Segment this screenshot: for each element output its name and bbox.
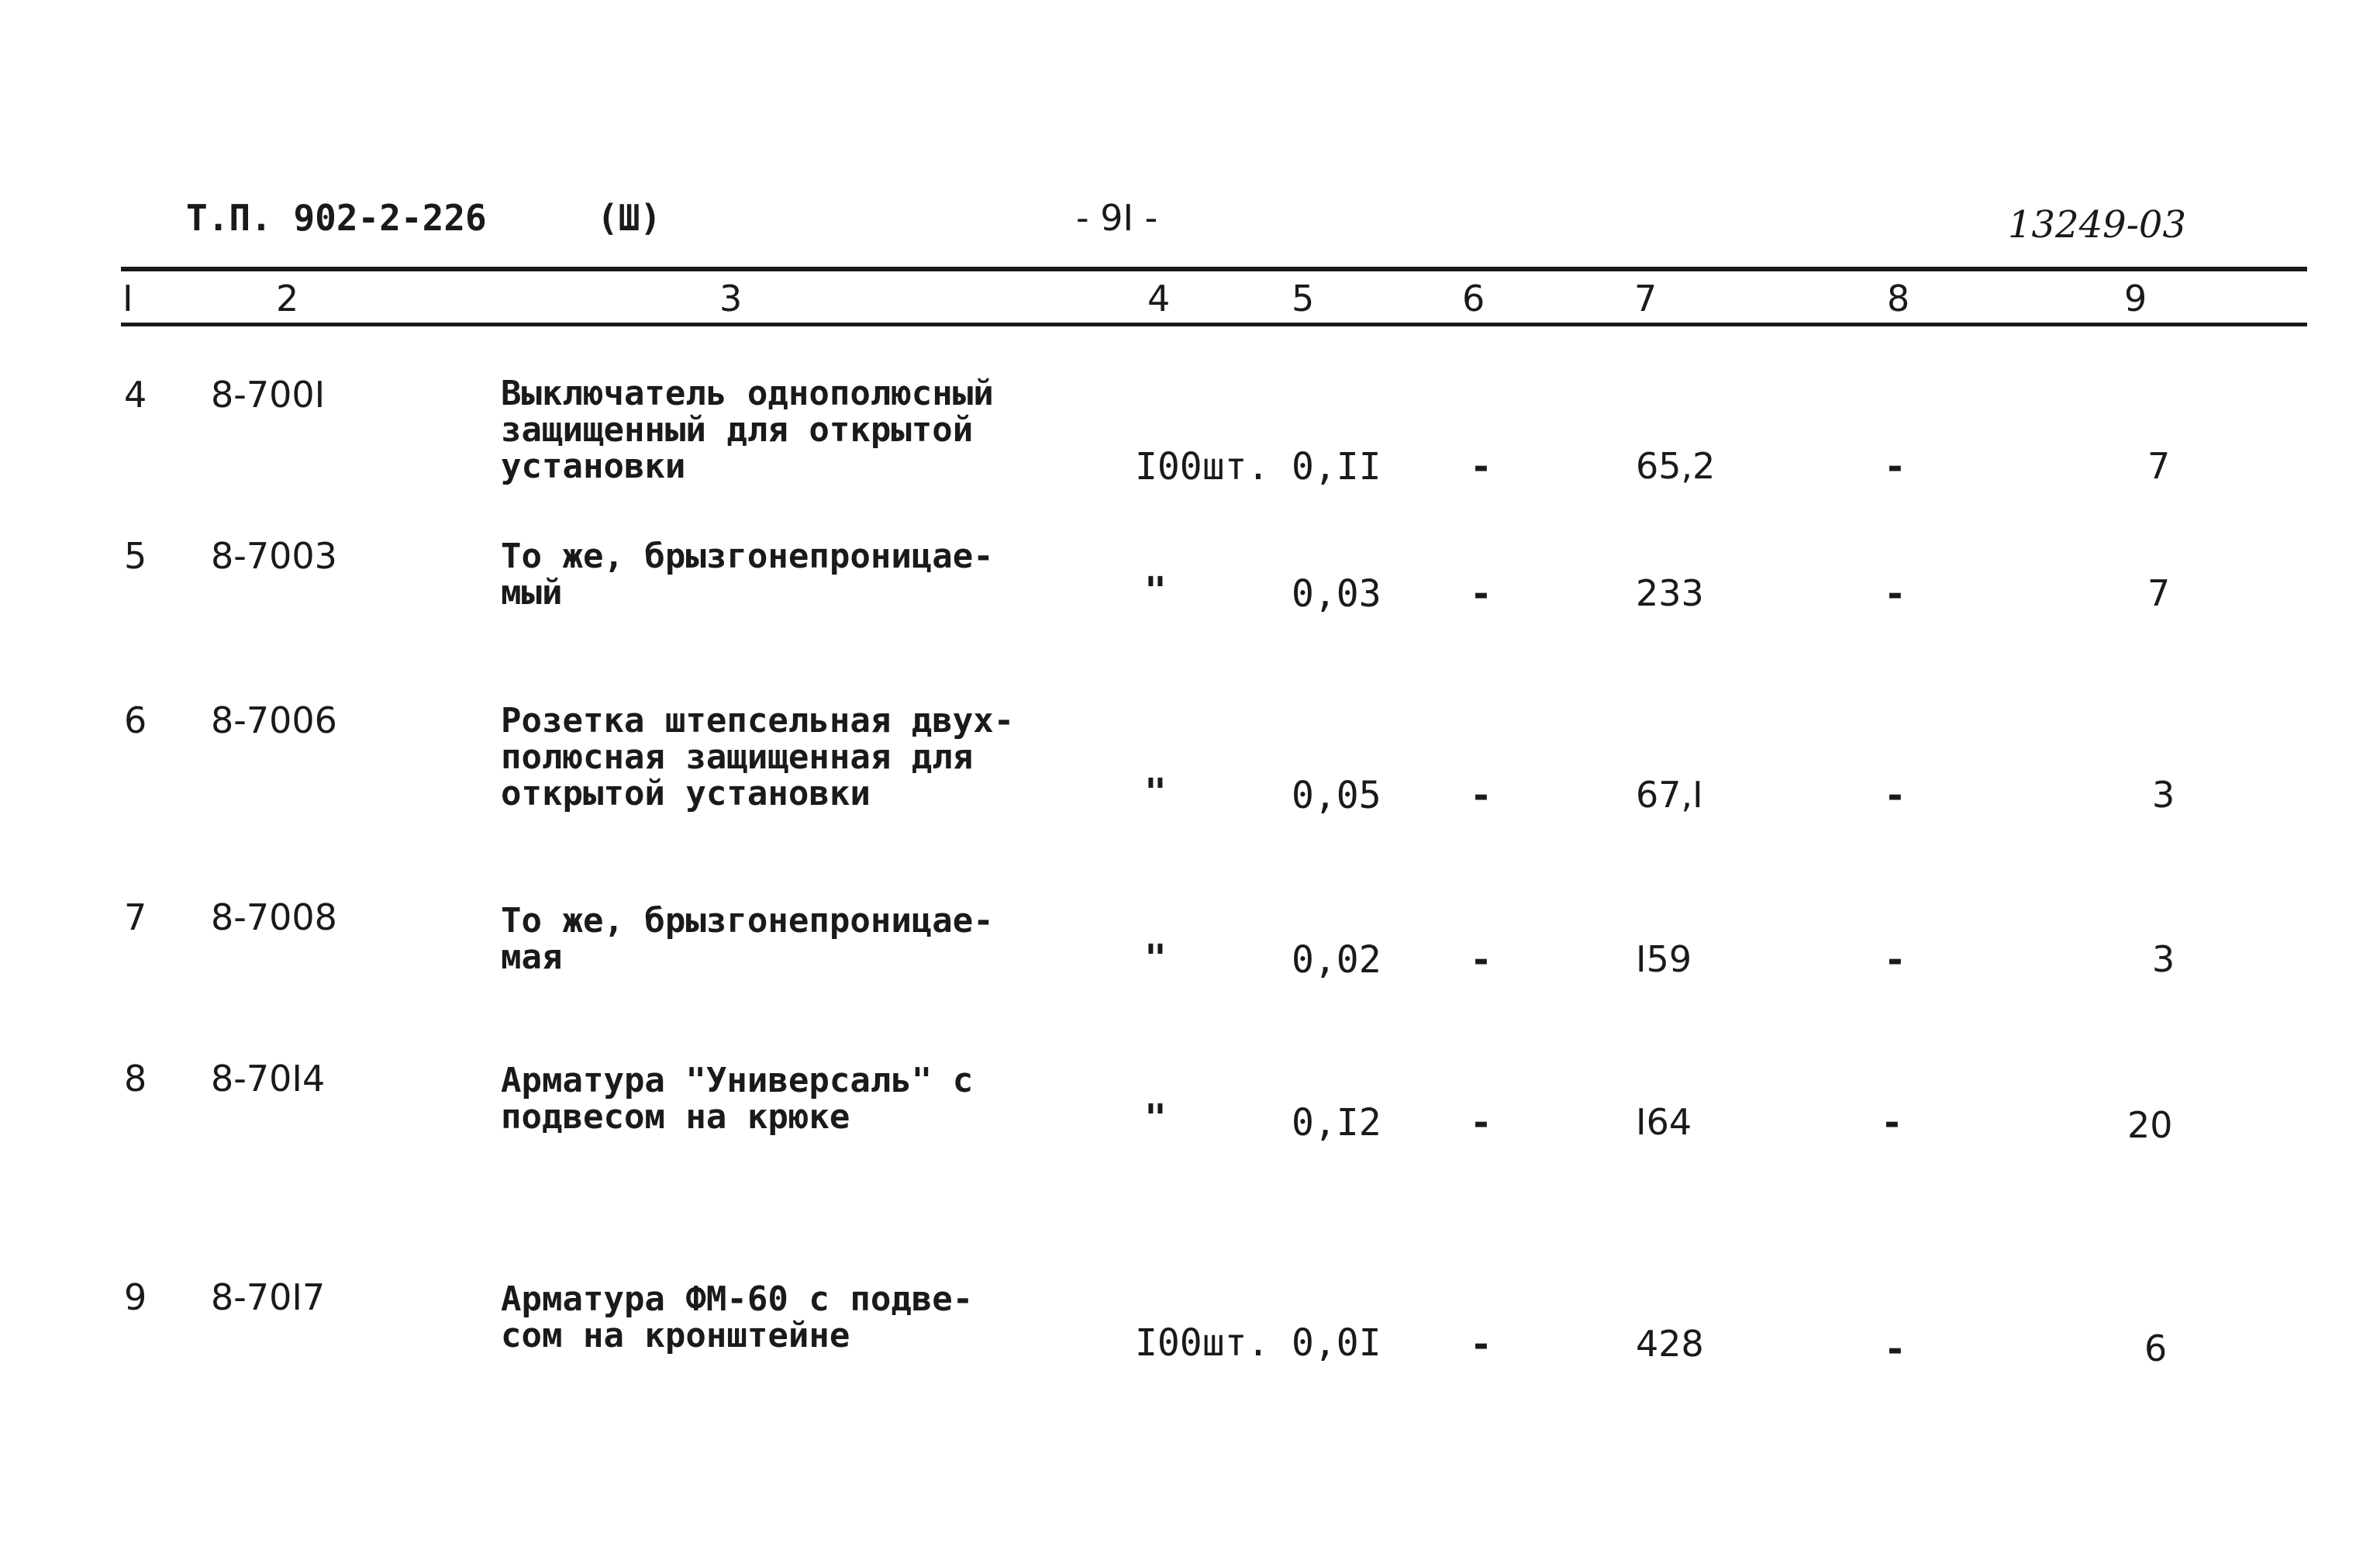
column-7-value: 428 bbox=[1636, 1323, 1704, 1365]
item-quantity: 0,I2 bbox=[1292, 1101, 1381, 1144]
rate-code: 8-70I4 bbox=[211, 1058, 326, 1100]
column-9-value: 3 bbox=[2152, 938, 2175, 980]
row-number: 4 bbox=[124, 374, 147, 416]
column-number-3: 3 bbox=[719, 278, 743, 319]
column-number-5: 5 bbox=[1292, 278, 1315, 319]
column-6-value: - bbox=[1470, 938, 1492, 982]
column-6-value: - bbox=[1470, 572, 1492, 616]
item-unit: I00шт. bbox=[1135, 1321, 1270, 1365]
document-code: Т.П. 902-2-226 bbox=[186, 197, 487, 239]
row-number: 6 bbox=[124, 699, 147, 741]
column-8-value: - bbox=[1884, 572, 1906, 616]
sheet-mark: (Ш) bbox=[597, 197, 662, 239]
header-rule-top bbox=[121, 267, 2307, 271]
item-description: То же, брызгонепроницае- мая bbox=[501, 901, 994, 977]
item-unit: " bbox=[1144, 1096, 1167, 1140]
header-rule-bottom bbox=[121, 323, 2307, 326]
column-8-value: - bbox=[1884, 774, 1906, 817]
item-quantity: 0,0I bbox=[1292, 1321, 1381, 1365]
item-quantity: 0,03 bbox=[1292, 572, 1381, 616]
column-6-value: - bbox=[1470, 1323, 1492, 1366]
item-description: Арматура ФМ-60 с подве- сом на кронштейне bbox=[501, 1279, 974, 1355]
row-number: 7 bbox=[124, 896, 147, 938]
rate-code: 8-700I bbox=[211, 374, 326, 416]
column-8-value: - bbox=[1884, 938, 1906, 982]
column-9-value: 7 bbox=[2147, 445, 2171, 487]
row-number: 8 bbox=[124, 1058, 147, 1100]
column-6-value: - bbox=[1470, 1101, 1492, 1144]
column-7-value: I64 bbox=[1636, 1101, 1692, 1143]
column-number-2: 2 bbox=[276, 278, 299, 319]
rate-code: 8-70I7 bbox=[211, 1276, 326, 1318]
item-unit: " bbox=[1144, 937, 1167, 980]
item-description: Арматура "Универсаль" с подвесом на крюке bbox=[501, 1061, 974, 1137]
item-unit: " bbox=[1144, 771, 1167, 814]
column-number-4: 4 bbox=[1147, 278, 1171, 319]
column-9-value: 3 bbox=[2152, 774, 2175, 816]
inventory-number: 13249-03 bbox=[2008, 203, 2186, 247]
item-unit: " bbox=[1144, 569, 1167, 613]
column-7-value: 65,2 bbox=[1636, 445, 1716, 487]
rate-code: 8-7008 bbox=[211, 896, 337, 938]
column-8-value: - bbox=[1884, 445, 1906, 489]
column-number-1: I bbox=[122, 278, 133, 319]
column-6-value: - bbox=[1470, 774, 1492, 817]
row-number: 5 bbox=[124, 535, 147, 577]
column-7-value: I59 bbox=[1636, 938, 1692, 980]
column-6-value: - bbox=[1470, 445, 1492, 489]
column-7-value: 233 bbox=[1636, 572, 1704, 614]
item-description: То же, брызгонепроницае- мый bbox=[501, 537, 994, 613]
column-9-value: 20 bbox=[2127, 1104, 2173, 1146]
column-number-9: 9 bbox=[2124, 278, 2147, 319]
column-number-8: 8 bbox=[1887, 278, 1910, 319]
row-number: 9 bbox=[124, 1276, 147, 1318]
item-quantity: 0,05 bbox=[1292, 774, 1381, 817]
column-number-7: 7 bbox=[1634, 278, 1657, 319]
rate-code: 8-7006 bbox=[211, 699, 337, 741]
column-7-value: 67,I bbox=[1636, 774, 1703, 816]
item-unit: I00шт. bbox=[1135, 445, 1270, 489]
item-description: Розетка штепсельная двух- полюсная защищенная для открытой установки bbox=[501, 701, 1015, 813]
item-quantity: 0,II bbox=[1292, 445, 1381, 489]
rate-code: 8-7003 bbox=[211, 535, 337, 577]
column-8-value: - bbox=[1881, 1101, 1903, 1144]
column-number-6: 6 bbox=[1462, 278, 1485, 319]
column-9-value: 7 bbox=[2147, 572, 2171, 614]
page-number: - 9I - bbox=[1076, 197, 1158, 239]
column-9-value: 6 bbox=[2144, 1327, 2168, 1369]
column-8-value: - bbox=[1884, 1327, 1906, 1371]
item-description: Выключатель однополюсный защищенный для открытой установки bbox=[501, 374, 994, 486]
item-quantity: 0,02 bbox=[1292, 938, 1381, 982]
